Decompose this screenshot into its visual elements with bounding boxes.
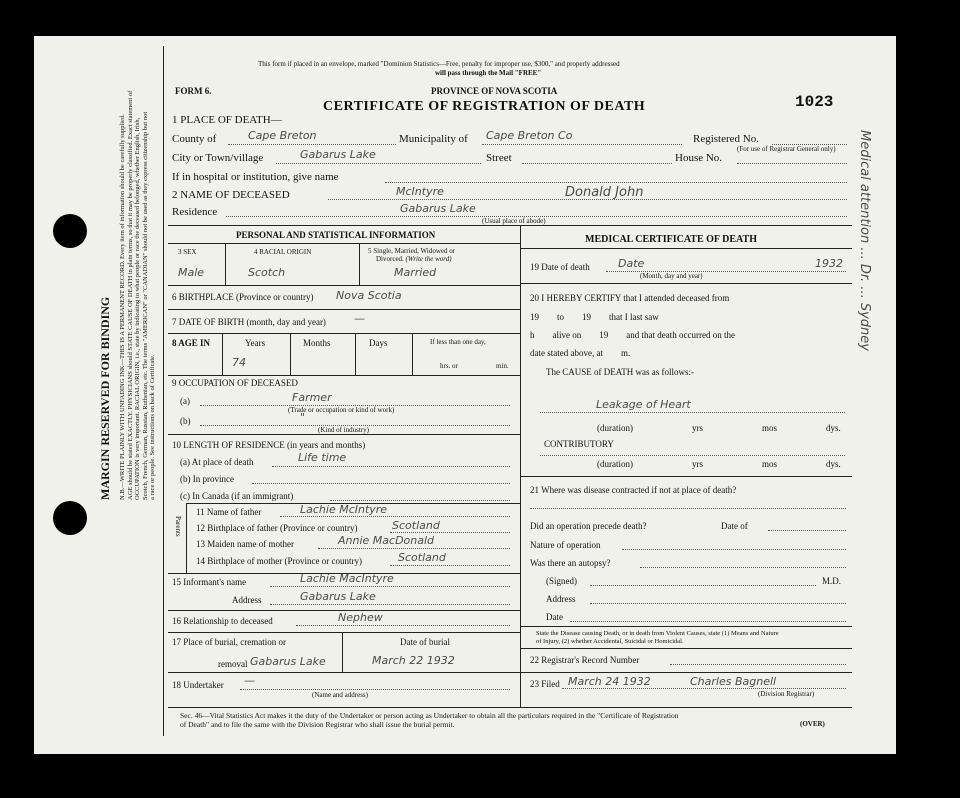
undertaker-note: (Name and address) [312, 691, 368, 699]
street-label: Street [486, 152, 512, 164]
informant-label: 15 Informant's name [172, 577, 247, 587]
dob-label: 7 DATE OF BIRTH (month, day and year) [172, 317, 326, 327]
mother-birthplace-label: 14 Birthplace of mother (Province or country) [196, 556, 362, 566]
mail-notice: This form if placed in an envelope, marked "Dominion Statistics—Free, penalty for improper use, $300," and properly addressed [258, 60, 620, 68]
registered-no-note: (For use of Registrar General only) [737, 145, 836, 153]
binding-margin-label: MARGIN RESERVED FOR BINDING [98, 296, 112, 500]
registered-no-label: Registered No. [693, 133, 759, 145]
md-label: M.D. [822, 576, 842, 586]
certify-line-4: date stated above, at m. [530, 348, 631, 358]
margin-rule [163, 46, 164, 736]
physician-date-label: Date [546, 612, 563, 622]
page-title: CERTIFICATE OF REGISTRATION OF DEATH [323, 99, 646, 114]
father-value: Lachie McIntyre [300, 503, 388, 516]
removal-label: removal [218, 659, 248, 669]
duration-label-2: (duration) [597, 459, 633, 469]
physician-address-label: Address [546, 594, 576, 604]
operation-label: Did an operation precede death? [530, 521, 647, 531]
min-label: min. [496, 362, 509, 370]
place-of-death-value: Life time [298, 451, 347, 464]
mos-label: mos [762, 423, 778, 433]
hrs-label: hrs. or [440, 362, 458, 370]
personal-heading: PERSONAL AND STATISTICAL INFORMATION [236, 230, 436, 240]
burial-date-value: March 22 1932 [372, 654, 455, 667]
occupation-b-label: (b) [180, 416, 191, 426]
deceased-label: 2 NAME OF DECEASED [172, 189, 290, 201]
in-canada-label: (c) In Canada (if an immigrant) [180, 491, 294, 501]
undertaker-value: — [244, 674, 255, 687]
deceased-given-name: Donald John [565, 185, 644, 200]
relationship-value: Nephew [338, 611, 383, 624]
contributory-label: CONTRIBUTORY [544, 439, 614, 449]
division-registrar-note: (Division Registrar) [758, 690, 815, 698]
filed-date-value: March 24 1932 [568, 675, 651, 688]
marital-label-2: Divorced. (Write the word) [376, 255, 452, 263]
dob-value: — [354, 312, 365, 325]
mother-label: 13 Maiden name of mother [196, 539, 294, 549]
informant-value: Lachie MacIntyre [300, 572, 394, 585]
footer-note-2: of Death" and to file the same with the Division Registrar who shall issue the burial permit. [180, 720, 455, 729]
punch-hole [53, 501, 87, 535]
certify-line-1: 20 I HEREBY CERTIFY that I attended deceased from [530, 293, 730, 303]
footer-note: Sec. 46—Vital Statistics Act makes it the duty of the Undertaker or person acting as Undertaker to obtain all the particulars required in the "Certificate of Registration [180, 711, 679, 720]
burial-date-label: Date of burial [400, 637, 450, 647]
city-label: City or Town/village [172, 152, 264, 164]
relationship-label: 16 Relationship to deceased [172, 616, 273, 626]
industry-note: (Kind of industry) [318, 426, 369, 434]
cause-label: The CAUSE of DEATH was as follows:- [546, 367, 694, 377]
birthplace-value: Nova Scotia [336, 289, 402, 302]
right-margin-note: Medical attention ... Dr. ... Sydney [857, 130, 872, 351]
death-date-note: (Month, day and year) [640, 272, 703, 280]
occupation-a-label: (a) [180, 396, 190, 406]
informant-address-value: Gabarus Lake [300, 590, 376, 603]
place-of-death-label: (a) At place of death [180, 457, 254, 467]
punch-hole [53, 214, 87, 248]
race-label: 4 RACIAL ORIGIN [254, 248, 312, 256]
undertaker-label: 18 Undertaker [172, 680, 224, 690]
father-birthplace-label: 12 Birthplace of father (Province or country) [196, 523, 358, 533]
certificate-number: 1023 [795, 93, 834, 111]
yrs-label: yrs [692, 423, 703, 433]
years-label: Years [245, 338, 266, 348]
mos-label-2: mos [762, 459, 778, 469]
filed-label: 23 Filed [530, 679, 560, 689]
deceased-surname: McIntyre [396, 185, 444, 198]
parents-label: Parents [174, 516, 182, 537]
violent-causes-note: State the Disease causing Death, or in death from Violent Causes, state (1) Means and Nature [536, 630, 779, 637]
form-number: FORM 6. [175, 86, 212, 96]
dys-label-2: dys. [826, 459, 841, 469]
registrar-signature: Charles Bagnell [690, 675, 777, 688]
yrs-label-2: yrs [692, 459, 703, 469]
death-date-value: Date [618, 257, 645, 270]
sex-value: Male [178, 266, 205, 279]
death-date-label: 19 Date of death [530, 262, 590, 272]
certify-line-3: h alive on 19 and that death occurred on the [530, 330, 735, 340]
record-number-label: 22 Registrar's Record Number [530, 655, 640, 665]
birthplace-label: 6 BIRTHPLACE (Province or country) [172, 292, 314, 302]
mother-birthplace-value: Scotland [398, 551, 446, 564]
burial-place-value: Gabarus Lake [250, 655, 326, 668]
residence-length-label: 10 LENGTH OF RESIDENCE (in years and months) [172, 440, 366, 450]
occupation-note: (Trade or occupation or kind of work) [288, 406, 395, 414]
violent-causes-note-2: of Injury, (2) whether Accidental, Suicidal or Homicidal. [536, 638, 684, 645]
mail-notice-2: will pass through the Mail "FREE" [435, 69, 542, 77]
marital-label: 5 Single, Married, Widowed or [368, 247, 456, 255]
residence-note: (Usual place of abode) [482, 217, 546, 225]
death-year-value: 1932 [815, 257, 843, 270]
municipality-label: Municipality of [399, 133, 468, 145]
place-heading: 1 PLACE OF DEATH— [172, 114, 282, 126]
county-value: Cape Breton [248, 129, 317, 142]
father-birthplace-value: Scotland [392, 519, 440, 532]
sex-label: 3 SEX [178, 248, 197, 256]
industry-value: " [300, 411, 306, 424]
certify-line-2: 19 to 19 that I last saw [530, 312, 659, 322]
contracted-question: 21 Where was disease contracted if not at place of death? [530, 485, 737, 495]
duration-label: (duration) [597, 423, 633, 433]
dys-label: dys. [826, 423, 841, 433]
in-province-label: (b) In province [180, 474, 234, 484]
operation-date-label: Date of [721, 521, 748, 531]
marital-value: Married [394, 266, 437, 279]
province: PROVINCE OF NOVA SCOTIA [431, 86, 558, 96]
house-no-label: House No. [675, 152, 723, 164]
father-label: 11 Name of father [196, 507, 262, 517]
age-label: 8 AGE IN [172, 338, 211, 348]
burial-label: 17 Place of burial, cremation or [172, 637, 286, 647]
age-years-value: 74 [232, 356, 246, 369]
less-than-day-label: If less than one day, [430, 338, 486, 346]
signed-label: (Signed) [546, 576, 577, 586]
cause-value: Leakage of Heart [596, 398, 691, 411]
informant-address-label: Address [232, 595, 262, 605]
county-label: County of [172, 133, 217, 145]
residence-label: Residence [172, 206, 218, 218]
over-label: (OVER) [800, 720, 825, 728]
mother-value: Annie MacDonald [338, 534, 435, 547]
autopsy-label: Was there an autopsy? [530, 558, 611, 568]
days-label: Days [369, 338, 388, 348]
municipality-value: Cape Breton Co [486, 129, 573, 142]
hospital-label: If in hospital or institution, give name [172, 171, 339, 183]
residence-value: Gabarus Lake [400, 202, 476, 215]
city-value: Gabarus Lake [300, 148, 376, 161]
instructions-margin: N.B.—WRITE PLAINLY WITH UNFADING INK—THIS IS A PERMANENT RECORD. Every item of information should be carefully supplied. AGE should be stated EXACTLY. PHYSICIANS should STATE CAUSE OF DEATH in plain terms, so that it may be properly classified. Exact statement of OCCUPATION is very important. RACIAL ORIGIN, i.e., state by indicating to what people or race the deceased belonged, whether English, Irish, Scotch, French, German, Russian, Ruthenian, etc. The terms "AMERICAN" or "CANADIAN" should not be used as they express citizenship but not a race or people. See instructions on back of Certificate. [119, 90, 157, 500]
operation-nature-label: Nature of operation [530, 540, 601, 550]
race-value: Scotch [248, 266, 286, 279]
medical-heading: MEDICAL CERTIFICATE OF DEATH [585, 234, 757, 245]
occupation-value: Farmer [292, 391, 332, 404]
months-label: Months [303, 338, 331, 348]
occupation-label: 9 OCCUPATION OF DECEASED [172, 378, 298, 388]
